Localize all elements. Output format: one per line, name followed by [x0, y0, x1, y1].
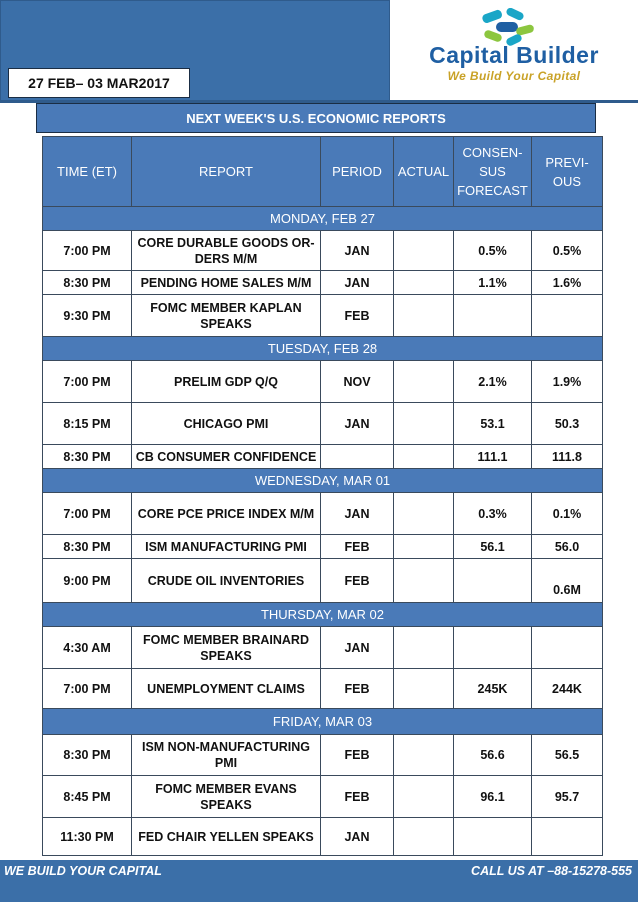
table-row: 9:00 PM CRUDE OIL INVENTORIES FEB 0.6M: [43, 559, 603, 603]
day-label: FRIDAY, MAR 03: [43, 709, 603, 735]
day-header-row: [43, 337, 603, 361]
header-time: TIME (ET): [43, 137, 132, 207]
table-row: 7:00 PM CORE DURABLE GOODS OR-DERS M/M JAN 0.5% 0.5%: [43, 231, 603, 271]
company-logo: [390, 0, 638, 102]
table-row: 4:30 AM FOMC MEMBER BRAINARD SPEAKS JAN: [43, 627, 603, 669]
footer-phone: CALL US AT –88-15278-555: [471, 864, 632, 878]
table-row: 8:45 PM FOMC MEMBER EVANS SPEAKS FEB 96.1 95.7: [43, 776, 603, 818]
day-header-row: [43, 207, 603, 231]
economic-reports-table: [42, 136, 603, 856]
table-row: 9:30 PM FOMC MEMBER KAPLAN SPEAKS FEB: [43, 295, 603, 337]
footer-slogan: WE BUILD YOUR CAPITAL: [4, 864, 162, 878]
footer-bar: [0, 860, 638, 902]
table-row: 11:30 PM FED CHAIR YELLEN SPEAKS JAN: [43, 818, 603, 856]
day-label: THURSDAY, MAR 02: [43, 603, 603, 627]
table-row: 7:00 PM UNEMPLOYMENT CLAIMS FEB 245K 244K: [43, 669, 603, 709]
table-row: 8:15 PM CHICAGO PMI JAN 53.1 50.3: [43, 403, 603, 445]
header-report: REPORT: [132, 137, 321, 207]
table-row: 7:00 PM CORE PCE PRICE INDEX M/M JAN 0.3% 0.1%: [43, 493, 603, 535]
day-label: MONDAY, FEB 27: [43, 207, 603, 231]
date-range: 27 FEB– 03 MAR2017: [8, 68, 190, 98]
logo-title: Capital Builder: [429, 42, 599, 68]
day-label: TUESDAY, FEB 28: [43, 337, 603, 361]
day-label: WEDNESDAY, MAR 01: [43, 469, 603, 493]
day-header-row: [43, 603, 603, 627]
table-row: 7:00 PM PRELIM GDP Q/Q NOV 2.1% 1.9%: [43, 361, 603, 403]
logo-tagline: We Build Your Capital: [447, 69, 581, 83]
table-row: 8:30 PM ISM MANUFACTURING PMI FEB 56.1 56.0: [43, 535, 603, 559]
table-header-row: [43, 137, 603, 207]
report-banner-title: NEXT WEEK'S U.S. ECONOMIC REPORTS: [36, 103, 596, 133]
table-row: 8:30 PM PENDING HOME SALES M/M JAN 1.1% 1.6%: [43, 271, 603, 295]
header-previous: PREVI- OUS: [532, 137, 603, 207]
day-header-row: [43, 469, 603, 493]
header-actual: ACTUAL: [394, 137, 454, 207]
day-header-row: [43, 709, 603, 735]
table-row: 8:30 PM CB CONSUMER CONFIDENCE 111.1 111.8: [43, 445, 603, 469]
table-row: 8:30 PM ISM NON-MANUFACTURING PMI FEB 56.6 56.5: [43, 735, 603, 776]
header-period: PERIOD: [321, 137, 394, 207]
header-consensus: CONSEN- SUS FORECAST: [454, 137, 532, 207]
